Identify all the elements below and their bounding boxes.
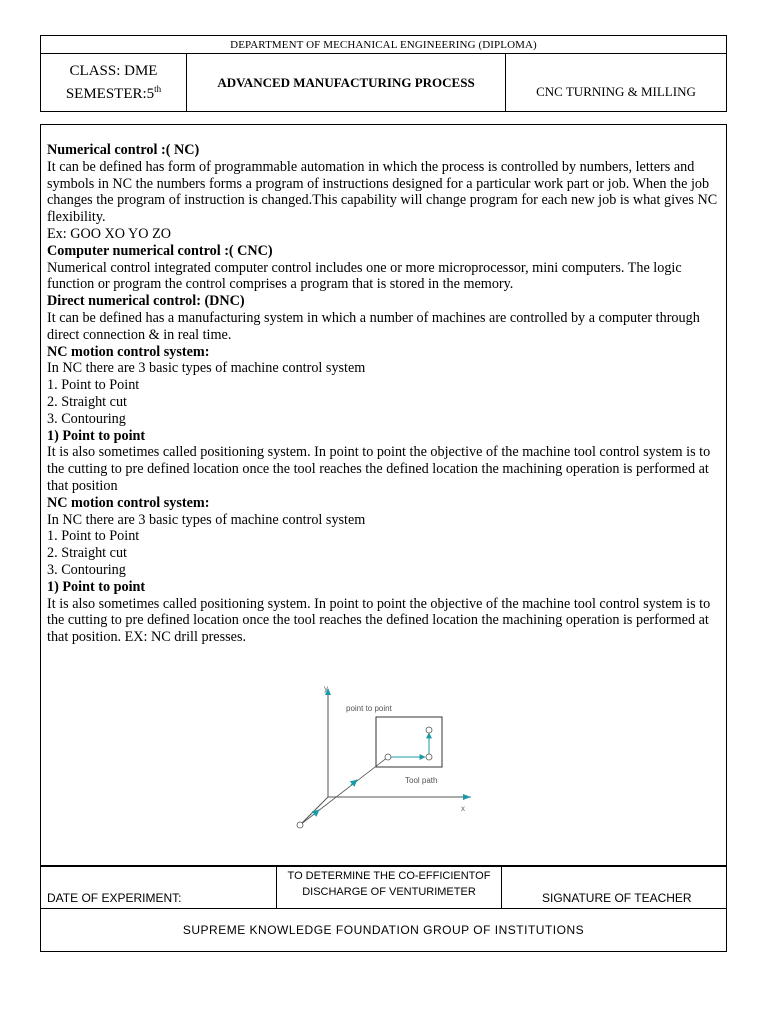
ptp-paragraph: It is also sometimes called positioning system. In point to point the objective of the machine tool control system is to the cutting to pre defined location once the tool reaches the defined location the machining operation is performed at that position. EX: NC drill presses.: [47, 595, 711, 646]
point-marker: [426, 727, 432, 733]
point-marker: [385, 754, 391, 760]
point-to-point-label: point to point: [346, 704, 392, 713]
experiment-title-line: DISCHARGE OF VENTURIMETER: [302, 886, 476, 898]
motion-intro: In NC there are 3 basic types of machine control system: [47, 511, 366, 528]
list-item: 3. Contouring: [47, 561, 126, 578]
ptp-heading: 1) Point to point: [47, 427, 146, 444]
semester-label: [66, 80, 161, 103]
institution-name: SUPREME KNOWLEDGE FOUNDATION GROUP OF INSTITUTIONS: [182, 923, 585, 937]
list-item: 1. Point to Point: [47, 528, 140, 545]
topic-title: CNC TURNING & MILLING: [536, 83, 696, 99]
subject-title: ADVANCED MANUFACTURING PROCESS: [217, 74, 475, 90]
tool-path-label: Tool path: [405, 776, 438, 785]
point-marker: [297, 822, 303, 828]
class-semester-cell: [40, 53, 187, 112]
institution-cell: [40, 908, 727, 952]
cnc-heading: Computer numerical control :( CNC): [47, 242, 273, 259]
list-item: 1. Point to Point: [47, 377, 140, 394]
nc-heading: Numerical control :( NC): [47, 142, 200, 158]
department-text: DEPARTMENT OF MECHANICAL ENGINEERING (DIPLOMA): [230, 38, 537, 51]
axis-arrow-icon: [463, 794, 471, 800]
x-axis-label: x: [461, 804, 465, 813]
signature-cell: [501, 865, 727, 909]
motion-heading: NC motion control system:: [47, 343, 210, 360]
dnc-paragraph: It can be defined has a manufacturing system in which a number of machines are controlled by a computer through direct connection & in real time.: [47, 309, 700, 343]
dnc-heading: Direct numerical control: (DNC): [47, 293, 245, 310]
signature-label: SIGNATURE OF TEACHER: [542, 891, 692, 905]
ptp-heading: 1) Point to point: [47, 578, 146, 595]
list-item: 3. Contouring: [47, 410, 126, 427]
nc-paragraph: It can be defined has form of programmable automation in which the process is controlled by numbers, letters and symbols in NC the numbers forms a program of instructions designed for a particular work part or job. When the job changes the program of instruction is changed.This capability will change program for each new job is what gives NC flexibility.: [47, 158, 718, 226]
list-item: 2. Straight cut: [47, 393, 127, 410]
motion-heading: NC motion control system:: [47, 494, 210, 511]
date-of-experiment-cell: [40, 865, 277, 909]
ptp-paragraph: It is also sometimes called positioning system. In point to point the objective of the machine tool control system is to the cutting to pre defined location once the tool reaches the defined location the machining operation is performed at that position: [47, 444, 711, 494]
class-label: CLASS: DME: [69, 63, 158, 79]
point-marker: [426, 754, 432, 760]
nc-example: Ex: GOO XO YO ZO: [47, 225, 171, 242]
point-to-point-diagram: [291, 679, 491, 839]
experiment-title-cell: [276, 865, 502, 909]
content-text: [47, 142, 723, 646]
content-frame: [40, 124, 727, 867]
tool-path-arrow: [351, 780, 357, 785]
z-axis: [300, 797, 328, 825]
subject-cell: [186, 53, 506, 112]
motion-intro: In NC there are 3 basic types of machine control system: [47, 360, 366, 377]
topic-cell: [505, 53, 727, 112]
department-title: [40, 35, 727, 54]
semester-text: SEMESTER:5: [65, 86, 155, 102]
cnc-paragraph: Numerical control integrated computer control includes one or more microprocessor, mini computers. The logic function or program the control comprises a program that is stored in the memory.: [47, 259, 682, 293]
experiment-title-line: TO DETERMINE THE CO-EFFICIENTOF: [287, 870, 491, 882]
date-label: DATE OF EXPERIMENT:: [47, 891, 182, 905]
list-item: 2. Straight cut: [47, 545, 127, 562]
y-axis-label: y: [324, 684, 328, 693]
semester-suffix: th: [154, 84, 162, 94]
